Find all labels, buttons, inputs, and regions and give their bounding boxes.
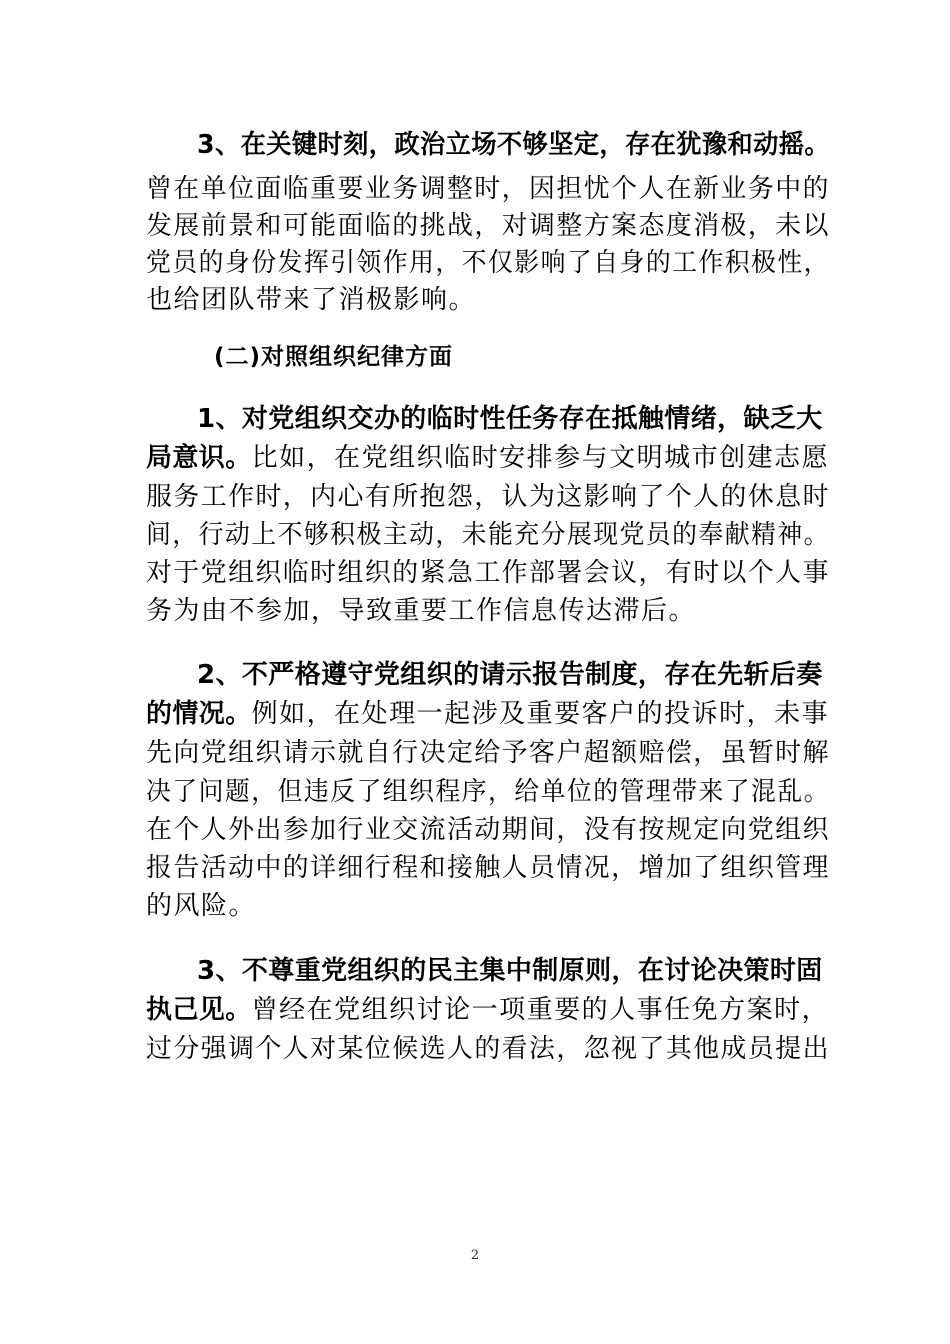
paragraph-2-line-3: 服务工作时，内心有所抱怨，认为这影响了个人的休息时 xyxy=(146,482,831,512)
paragraph-3-line-2-text: 例如，在处理一起涉及重要客户的投诉时，未事 xyxy=(251,699,830,729)
paragraph-1-heading: 3、在关键时刻，政治立场不够坚定，存在犹豫和动摇。 xyxy=(197,130,830,160)
paragraph-1-line-4: 党员的身份发挥引领作用，不仅影响了自身的工作积极性， xyxy=(146,248,830,278)
paragraph-3-heading-end: 的情况。 xyxy=(146,699,252,729)
paragraph-3-line-3: 先向党组织请示就自行决定给予客户超额赔偿，虽暂时解 xyxy=(146,738,831,768)
paragraph-2-line-4: 间，行动上不够积极主动，未能充分展现党员的奉献精神。 xyxy=(146,520,830,550)
paragraph-4-heading-end: 执己见。 xyxy=(146,995,252,1025)
paragraph-3-line-6: 报告活动中的详细行程和接触人员情况，增加了组织管理 xyxy=(146,853,831,883)
page-number: 2 xyxy=(470,1248,480,1263)
paragraph-1-line-5: 也给团队带来了消极影响。 xyxy=(146,285,477,315)
paragraph-3-line-4: 决了问题，但违反了组织程序，给单位的管理带来了混乱。 xyxy=(146,777,830,807)
paragraph-2-line-2-text: 比如，在党组织临时安排参与文明城市创建志愿 xyxy=(251,443,830,473)
paragraph-2-line-5: 对于党组织临时组织的紧急工作部署会议，有时以个人事 xyxy=(146,558,831,588)
paragraph-4-line-2-text: 曾经在党组织讨论一项重要的人事任免方案时， xyxy=(251,995,830,1025)
paragraph-1-line-2: 曾在单位面临重要业务调整时，因担忧个人在新业务中的 xyxy=(146,174,831,204)
paragraph-3-line-5: 在个人外出参加行业交流活动期间，没有按规定向党组织 xyxy=(146,815,831,845)
paragraph-3-line-7: 的风险。 xyxy=(146,891,257,921)
paragraph-2-line-6: 务为由不参加，导致重要工作信息传达滞后。 xyxy=(146,596,697,626)
section-heading: (二)对照组织纪律方面 xyxy=(214,344,454,370)
paragraph-1-line-3: 发展前景和可能面临的挑战，对调整方案态度消极，未以 xyxy=(146,211,831,241)
paragraph-2-heading: 1、对党组织交办的临时性任务存在抵触情绪，缺乏大 xyxy=(197,404,823,434)
paragraph-4-heading: 3、不尊重党组织的民主集中制原则，在讨论决策时固 xyxy=(197,956,823,986)
paragraph-2-heading-end: 局意识。 xyxy=(146,443,252,473)
paragraph-2-line-2 xyxy=(146,441,829,475)
paragraph-3-heading: 2、不严格遵守党组织的请示报告制度，存在先斩后奏 xyxy=(197,660,823,690)
paragraph-4-line-3: 过分强调个人对某位候选人的看法，忽视了其他成员提出 xyxy=(146,1034,831,1064)
paragraph-3-line-2 xyxy=(146,697,829,731)
paragraph-4-line-2 xyxy=(146,993,829,1027)
